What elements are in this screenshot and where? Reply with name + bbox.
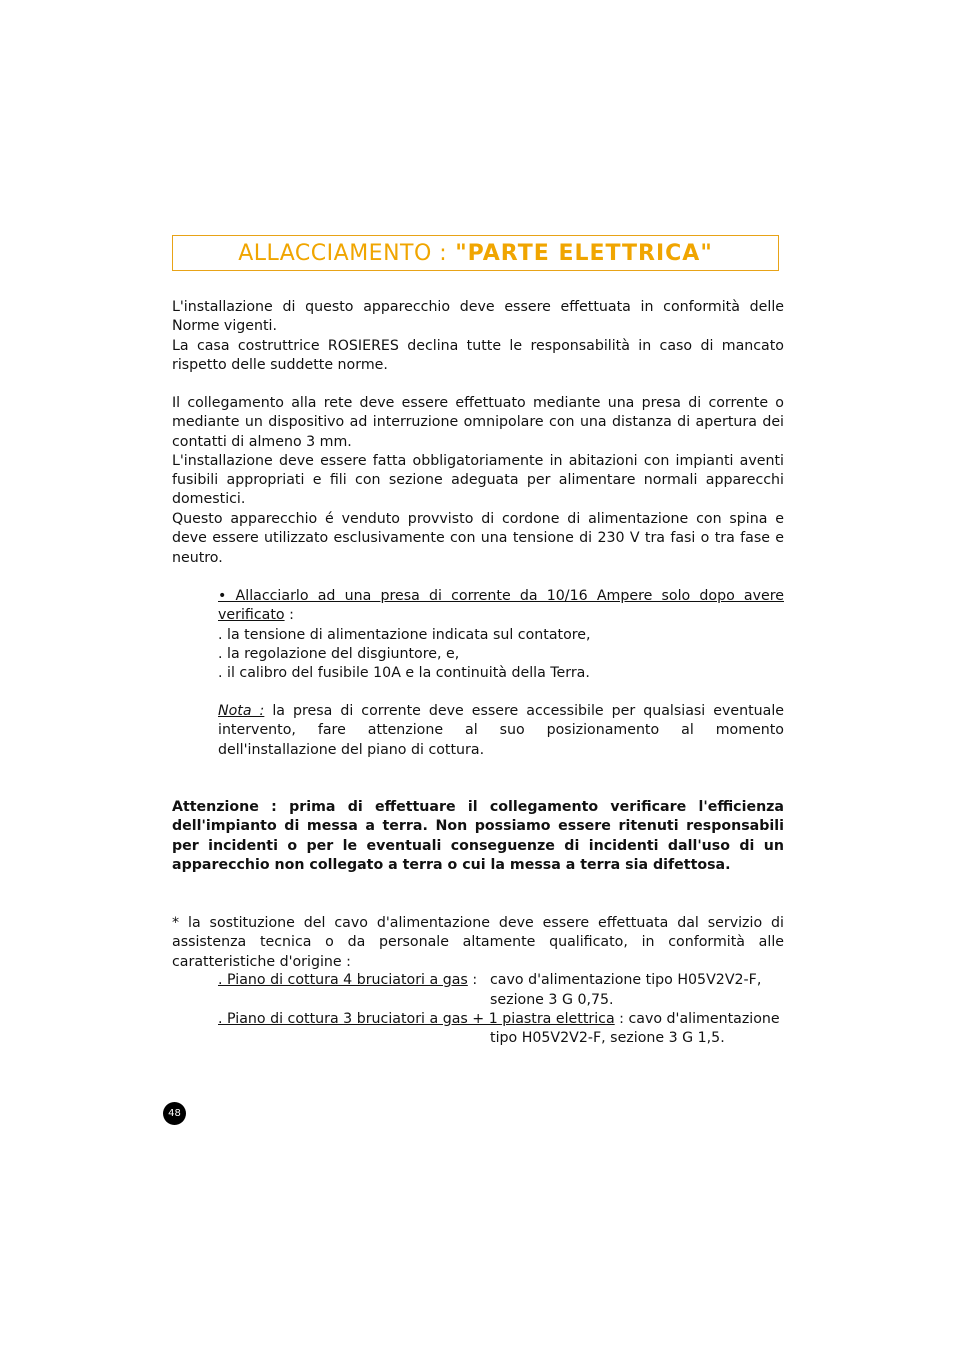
replacement-intro [172,914,784,972]
title-normal: ALLACCIAMENTO : [238,240,448,266]
cable-row-mixed-value: tipo H05V2V2-F, sezione 3 G 1,5. [490,1030,725,1046]
cable-row-gas-value-a: cavo d'alimentazione tipo H05V2V2-F, [490,972,762,988]
cable-row-gas-value-b: sezione 3 G 0,75. [490,992,614,1008]
paragraph-manufacturer: La casa costruttrice ROSIERES declina tutte le responsabilità in caso di mancato rispetto delle suddette norme. [172,337,784,373]
note-label: Nota : [218,703,265,719]
paragraph-norms: L'installazione di questo apparecchio deve essere effettuata in conformità delle Norme vigenti. [172,299,784,335]
checklist-heading-suffix: : [284,607,294,624]
page-number: 48 [168,1108,181,1119]
paragraph-connection: Il collegamento alla rete deve essere effettuato mediante una presa di corrente o mediante un dispositivo ad interruzione omnipolare con una distanza di apertura dei contatti di almeno 3 mm. [172,395,784,450]
checklist-item: . il calibro del fusibile 10A e la continuità della Terra. [218,665,590,682]
checklist [218,587,784,683]
note-text: la presa di corrente deve essere accessibile per qualsiasi eventuale intervento, fare attenzione al suo posizionamento al momento dell'installazione del piano di cottura. [218,703,784,758]
connection-paragraphs [172,394,784,510]
paragraph-installation: L'installazione deve essere fatta obbligatoriamente in abitazioni con impianti aventi fusibili appropriati e fili con sezione adeguata per alimentare normali apparecchi domestici. [172,452,784,508]
replacement-intro-text: * la sostituzione del cavo d'alimentazione deve essere effettuata dal servizio di assistenza tecnica o da personale altamente qualificato, in conformità alle caratteristiche d'origine : [172,915,784,970]
checklist-item: . la regolazione del disgiuntore, e, [218,645,460,662]
cable-row-mixed-sep: : cavo d'alimentazione [614,1011,780,1027]
paragraph-voltage [172,510,784,568]
cable-row-mixed-label: . Piano di cottura 3 bruciatori a gas + 1 piastra elettrica [218,1011,615,1027]
warning-text: Attenzione : prima di effettuare il collegamento verificare l'efficienza dell'impianto di messa a terra. Non possiamo essere ritenuti responsabili per incidenti o per le eventuali conseguenze di incidenti dall'uso di un apparecchio non collegato a terra o cui la messa a terra sia difettosa. [172,799,784,873]
page-title [172,235,779,271]
cable-row-gas [218,971,477,990]
checklist-heading [218,587,784,626]
cable-row-mixed [218,1010,780,1029]
note [218,702,784,760]
checklist-heading-text: • Allacciarlo ad una presa di corrente da 10/16 Ampere solo dopo avere verificato [218,588,784,624]
cable-row-gas-sep: : [467,972,478,988]
checklist-item: . la tensione di alimentazione indicata sul contatore, [218,626,591,643]
title-bold: "PARTE ELETTRICA" [455,240,713,266]
paragraph-voltage-text: Questo apparecchio é venduto provvisto di cordone di alimentazione con spina e deve essere utilizzato esclusivamente con una tensione di 230 V tra fasi o tra fase e neutro. [172,511,784,566]
intro-paragraphs [172,298,784,375]
cable-row-gas-label: . Piano di cottura 4 bruciatori a gas [218,972,468,988]
page-number-badge [163,1102,186,1125]
warning-paragraph [172,798,784,875]
